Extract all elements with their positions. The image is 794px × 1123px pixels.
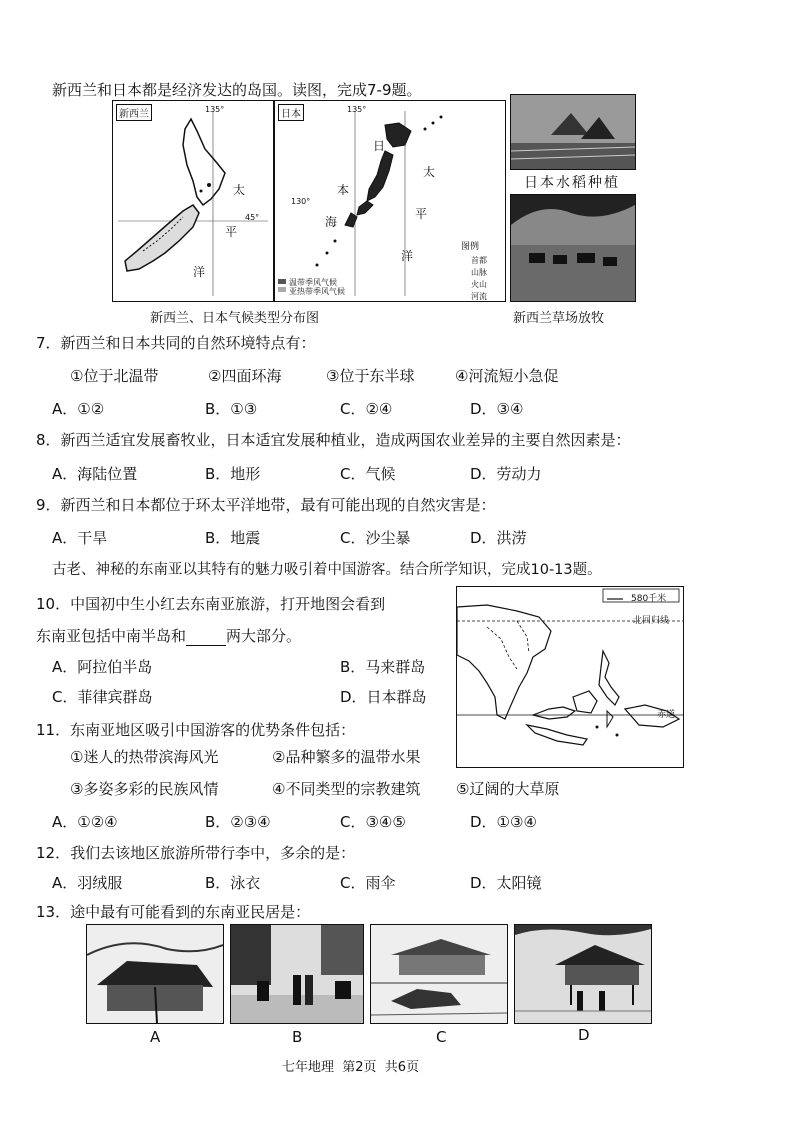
dwelling-label-a: A [150, 1028, 161, 1046]
q7-option-d[interactable]: D．③④ [470, 400, 524, 418]
q9-option-d[interactable]: D．洪涝 [470, 529, 527, 547]
q11-item-3: ③多姿多彩的民族风情 [70, 780, 219, 798]
jp-lon-label-a: 135° [347, 105, 367, 114]
q12-option-d[interactable]: D．太阳镜 [470, 874, 542, 892]
q11-option-d[interactable]: D．①③④ [470, 813, 537, 831]
q10-option-b[interactable]: B．马来群岛 [340, 658, 426, 676]
nz-pacific-1: 太 [233, 183, 246, 197]
sea-map [456, 586, 684, 768]
pasture-photo-drawing [511, 195, 635, 301]
q11-option-a[interactable]: A．①②④ [52, 813, 118, 831]
nz-map [112, 100, 274, 302]
q11-item-4: ④不同类型的宗教建筑 [272, 780, 421, 798]
jp-legend-item-2: 山脉 [471, 268, 487, 277]
q9-option-a[interactable]: A．干旱 [52, 529, 108, 547]
q13-stem: 13．途中最有可能看到的东南亚民居是： [36, 903, 311, 921]
dwelling-label-d: D [578, 1026, 590, 1044]
q11-option-b[interactable]: B．②③④ [205, 813, 271, 831]
jp-sea-2: 本 [337, 183, 350, 197]
q10-stem-post: 两大部分。 [226, 627, 302, 645]
jp-sea-3: 海 [325, 215, 338, 229]
jp-legend-item-4: 河流 [471, 292, 487, 301]
japan-map [274, 100, 506, 302]
dwelling-photo-a[interactable] [86, 924, 224, 1024]
q10-option-a[interactable]: A．阿拉伯半岛 [52, 658, 153, 676]
q10-stem-line2 [36, 626, 301, 646]
q9-option-b[interactable]: B．地震 [205, 529, 261, 547]
jp-pacific-2: 平 [415, 207, 428, 221]
dwelling-d-drawing [515, 925, 651, 1023]
dwelling-a-drawing [87, 925, 223, 1023]
map-caption: 新西兰、日本气候类型分布图 [150, 311, 320, 326]
q7-option-a[interactable]: A．①② [52, 400, 105, 418]
japan-map-label: 日本 [278, 104, 304, 121]
sea-map-tropic: 北回归线 [633, 616, 670, 626]
pasture-photo [510, 194, 636, 302]
nz-lat-label: 45° [245, 213, 260, 222]
jp-legend-item-3: 火山 [471, 280, 487, 289]
q9-option-c[interactable]: C．沙尘暴 [340, 529, 411, 547]
q8-option-d[interactable]: D．劳动力 [470, 465, 542, 483]
jp-sea-1: 日 [373, 139, 386, 153]
dwelling-label-c: C [436, 1028, 447, 1046]
q10-stem-pre: 东南亚包括中南半岛和 [36, 627, 187, 645]
sea-map-scale: 580千米 [631, 594, 667, 604]
jp-lon-label-130: 130° [291, 197, 311, 206]
q7-item-2: ②四面环海 [208, 367, 282, 385]
nz-pacific-3: 洋 [193, 265, 206, 279]
q11-stem: 11．东南亚地区吸引中国游客的优势条件包括： [36, 721, 356, 739]
q11-item-5: ⑤辽阔的大草原 [456, 780, 560, 798]
dwelling-b-drawing [231, 925, 363, 1023]
rice-caption: 日本水稻种植 [524, 175, 620, 191]
dwelling-photo-c[interactable] [370, 924, 508, 1024]
rice-photo-drawing [511, 95, 635, 169]
q10-stem-line1: 10．中国初中生小红去东南亚旅游，打开地图会看到 [36, 595, 386, 613]
q7-option-b[interactable]: B．①③ [205, 400, 258, 418]
q11-item-2: ②品种繁多的温带水果 [272, 748, 421, 766]
q12-option-a[interactable]: A．羽绒服 [52, 874, 123, 892]
dwelling-c-drawing [371, 925, 507, 1023]
q11-item-1: ①迷人的热带滨海风光 [70, 748, 219, 766]
nz-lon-label: 135° [205, 105, 225, 114]
q7-item-1: ①位于北温带 [70, 367, 159, 385]
q7-item-4: ④河流短小急促 [455, 367, 559, 385]
q7-option-c[interactable]: C．②④ [340, 400, 393, 418]
page-footer: 七年地理 第2页 共6页 [282, 1060, 420, 1075]
dwelling-photo-b[interactable] [230, 924, 364, 1024]
jp-pacific-3: 洋 [401, 249, 414, 263]
jp-pacific-1: 太 [423, 165, 436, 179]
jp-legend-item-1: 首都 [471, 256, 487, 265]
jp-climate-legend-1: 温带季风气候 [289, 278, 337, 287]
dwelling-photo-d[interactable] [514, 924, 652, 1024]
q10-option-d[interactable]: D．日本群岛 [340, 688, 427, 706]
q12-stem: 12．我们去该地区旅游所带行李中，多余的是： [36, 844, 356, 862]
q9-stem: 9．新西兰和日本都位于环太平洋地带，最有可能出现的自然灾害是： [36, 496, 496, 514]
jp-legend-title: 图例 [461, 242, 480, 252]
q10-option-c[interactable]: C．菲律宾群岛 [52, 688, 153, 706]
q7-stem: 7．新西兰和日本共同的自然环境特点有： [36, 334, 316, 352]
q10-blank[interactable] [186, 631, 226, 646]
rice-photo [510, 94, 636, 170]
q12-option-b[interactable]: B．泳衣 [205, 874, 261, 892]
sea-map-equator: 赤道 [657, 710, 676, 720]
q8-option-c[interactable]: C．气候 [340, 465, 396, 483]
q11-option-c[interactable]: C．③④⑤ [340, 813, 406, 831]
q8-option-a[interactable]: A．海陆位置 [52, 465, 138, 483]
jp-climate-legend-2: 亚热带季风气候 [289, 287, 345, 296]
intro-text: 新西兰和日本都是经济发达的岛国。读图，完成7-9题。 [52, 81, 422, 99]
q8-option-b[interactable]: B．地形 [205, 465, 261, 483]
intro-sea-text: 古老、神秘的东南亚以其特有的魅力吸引着中国游客。结合所学知识，完成10-13题。 [52, 562, 602, 578]
nz-pacific-2: 平 [225, 225, 238, 239]
dwelling-label-b: B [292, 1028, 303, 1046]
pasture-caption: 新西兰草场放牧 [513, 311, 605, 326]
nz-map-label: 新西兰 [116, 104, 152, 121]
q7-item-3: ③位于东半球 [326, 367, 415, 385]
q12-option-c[interactable]: C．雨伞 [340, 874, 396, 892]
q8-stem: 8．新西兰适宜发展畜牧业，日本适宜发展种植业，造成两国农业差异的主要自然因素是： [36, 431, 631, 449]
